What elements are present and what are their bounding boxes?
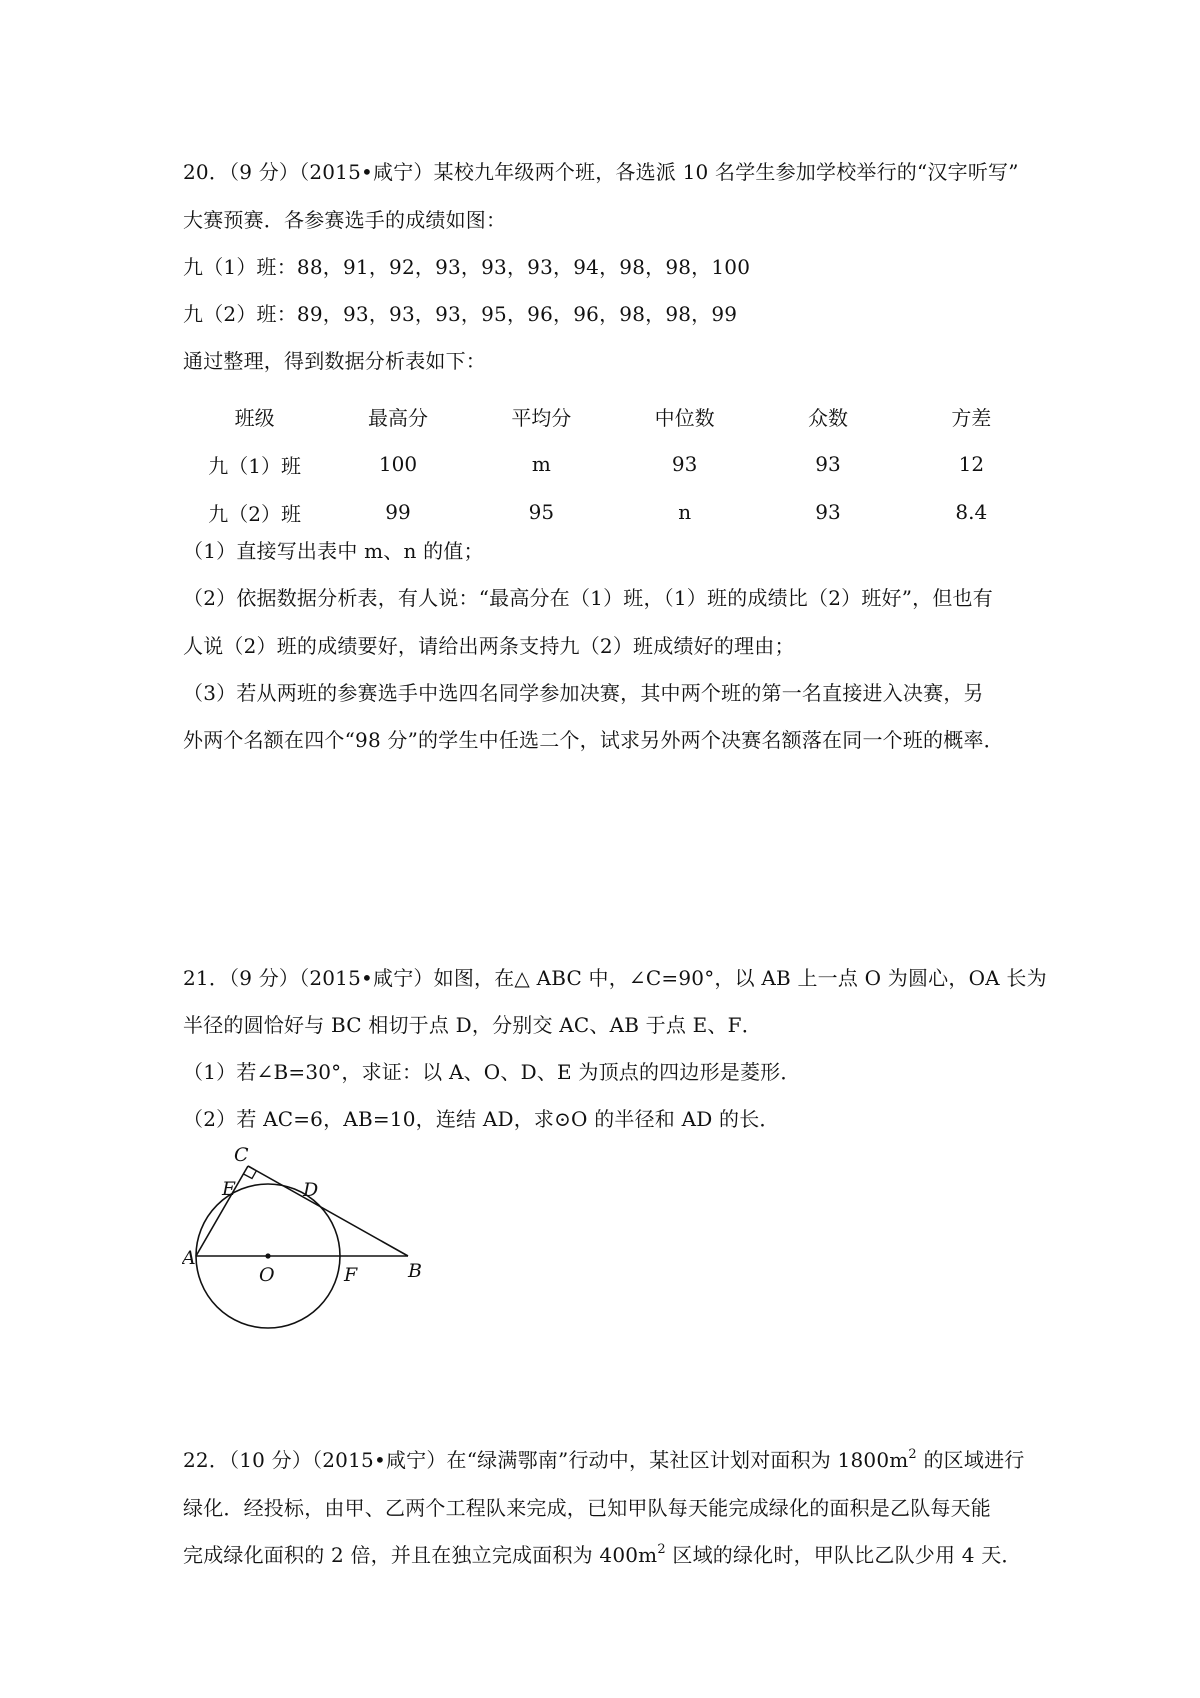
table-header-cell: 方差 — [951, 405, 992, 430]
table-header-cell: 平均分 — [511, 405, 572, 430]
table-header-row — [183, 392, 1043, 440]
label-a: A — [182, 1247, 196, 1269]
table-cell: 93 — [815, 500, 841, 524]
table-header-cell: 众数 — [807, 405, 848, 430]
label-e: E — [222, 1178, 236, 1200]
q22-line3-text: 完成绿化面积的 2 倍，并且在独立完成面积为 400m — [183, 1543, 658, 1567]
table-header-cell: 最高分 — [367, 405, 428, 430]
table-cell: 九（1）班 — [208, 453, 302, 478]
q22-line1 — [183, 1446, 1024, 1474]
q22-line1-text: 22．（10 分）（2015•咸宁）在“绿满鄂南”行动中，某社区计划对面积为 1800m — [183, 1448, 909, 1472]
table-row — [183, 488, 1043, 536]
q22-line3-tail: 区域的绿化时，甲队比乙队少用 4 天． — [665, 1543, 1022, 1567]
table-cell: 93 — [671, 452, 698, 476]
table-cell: 99 — [385, 500, 411, 524]
q20-intro: 通过整理，得到数据分析表如下： — [183, 349, 486, 373]
q21-line1: 21．（9 分）（2015•咸宁）如图，在△ ABC 中，∠C=90°，以 AB 上一点 O 为圆心，OA 长为 — [183, 966, 1047, 990]
q22-line3 — [183, 1541, 1022, 1569]
q20-class1-scores: 九（1）班：88，91，92，93，93，93，94，98，98，100 — [183, 255, 751, 279]
table-cell: 95 — [528, 500, 555, 524]
center-dot — [265, 1253, 270, 1258]
label-b: B — [408, 1260, 422, 1282]
table-cell: 12 — [958, 452, 985, 476]
q20-class2-scores: 九（2）班：89，93，93，93，95，96，96，98，98，99 — [183, 302, 738, 326]
label-d: D — [303, 1179, 319, 1201]
q20-part2-b: 人说（2）班的成绩要好，请给出两条支持九（2）班成绩好的理由； — [183, 634, 795, 658]
q20-part1: （1）直接写出表中 m、n 的值； — [183, 539, 484, 563]
q20-line2: 大赛预赛．各参赛选手的成绩如图： — [183, 208, 507, 232]
table-cell: 九（2）班 — [208, 501, 302, 526]
q20-part3-a: （3）若从两班的参赛选手中选四名同学参加决赛，其中两个班的第一名直接进入决赛，另 — [183, 681, 984, 705]
q22-line1-tail: 的区域进行 — [916, 1448, 1025, 1472]
q21-part1: （1）若∠B=30°，求证：以 A、O、D、E 为顶点的四边形是菱形． — [183, 1060, 801, 1084]
q22-line2: 绿化．经投标，由甲、乙两个工程队来完成，已知甲队每天能完成绿化的面积是乙队每天能 — [183, 1496, 991, 1520]
table-header-cell: 中位数 — [654, 405, 715, 430]
segment-cb — [248, 1166, 408, 1256]
q20-part3-b: 外两个名额在四个“98 分”的学生中任选二个，试求另外两个决赛名额落在同一个班的概率． — [183, 728, 1004, 752]
q21-part2: （2）若 AC=6，AB=10，连结 AD，求⊙O 的半径和 AD 的长． — [183, 1107, 780, 1131]
q20-part2-a: （2）依据数据分析表，有人说：“最高分在（1）班，（1）班的成绩比（2）班好”，但也有 — [183, 586, 993, 610]
analysis-table — [183, 392, 1043, 536]
q22-line1-superscript: 2 — [908, 1447, 917, 1462]
q21-line2: 半径的圆恰好与 BC 相切于点 D，分别交 AC、AB 于点 E、F． — [183, 1013, 762, 1037]
table-cell: 100 — [378, 452, 418, 476]
label-o: O — [259, 1264, 275, 1286]
q20-line1: 20．（9 分）（2015•咸宁）某校九年级两个班，各选派 10 名学生参加学校举行的“汉字听写” — [183, 160, 1019, 184]
q22-line3-superscript: 2 — [657, 1542, 666, 1557]
table-cell: m — [531, 452, 551, 476]
label-f: F — [344, 1264, 358, 1286]
table-cell: 93 — [815, 452, 841, 476]
table-row — [183, 440, 1043, 488]
table-header-cell: 班级 — [234, 405, 275, 430]
table-cell: 8.4 — [955, 500, 988, 524]
table-cell: n — [678, 500, 692, 524]
label-c: C — [234, 1144, 249, 1166]
geometry-figure — [182, 1143, 432, 1333]
